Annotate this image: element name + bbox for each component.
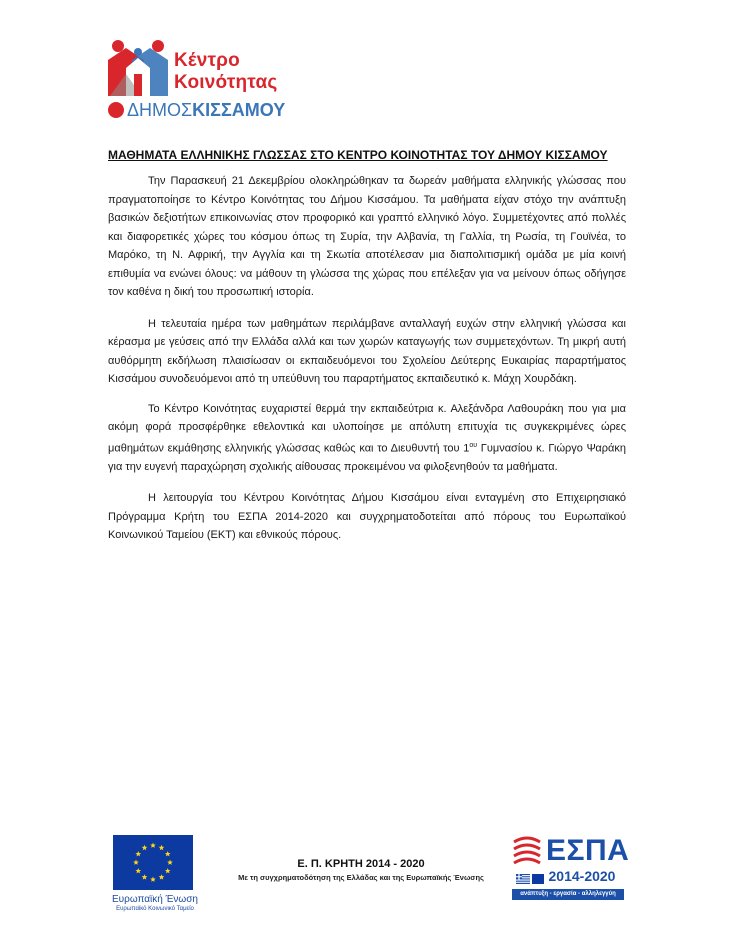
eu-star-icon <box>142 874 148 879</box>
eu-flag-icon <box>113 835 193 890</box>
eu-fund-label: Ευρωπαϊκό Κοινωνικό Ταμείο <box>116 906 194 912</box>
program-title: Ε. Π. ΚΡΗΤΗ 2014 - 2020 <box>297 858 425 870</box>
espa-stripes-icon <box>512 834 542 874</box>
eu-star-icon <box>135 851 141 856</box>
document-title: ΜΑΘΗΜΑΤΑ ΕΛΛΗΝΙΚΗΣ ΓΛΩΣΣΑΣ ΣΤΟ ΚΕΝΤΡΟ ΚΟΙΝΟΤΗΤΑΣ ΤΟΥ ΔΗΜΟΥ ΚΙΣΣΑΜΟΥ <box>108 148 608 162</box>
community-center-logo <box>106 38 296 124</box>
eu-star-icon <box>150 843 156 848</box>
logo-line2: Κοινότητας <box>174 72 278 93</box>
paragraph-1: Την Παρασκευή 21 Δεκεμβρίου ολοκληρώθηκαν τα δωρεάν μαθήματα ελληνικής γλώσσας που πραγματοποίησε το Κέντρο Κοινότητας του Δήμου Κισσάμου. Τα μαθήματα είχαν στόχο την ανάπτυξη βασικών δεξιοτήτων επικοινωνίας στον προφορικό και γραπτό ελληνικό λόγο. Συμμετέχοντες από πολλές και διαφορετικές χώρες του κόσμου όπως τη Συρία, την Αλβανία, τη Γαλλία, τη Ρωσία, τη Γουϊνέα, το Μαρόκο, τη Ν. Αφρική, την Αγγλία και τη Σκωτία αποτέλεσαν μια διαπολιτισμική ομάδα με μία κοινή επιθυμία να ενώνει όλους: να μάθουν τη γλώσσα της χώρας που επέλεξαν για να μείνουν όπως οδήγησε τον καθένα η δική του προσωπική ιστορία. <box>108 175 626 298</box>
paragraph-3-part-b: Γυμνασίου κ. Γιώργο Ψαράκη για την ευγενή παραχώρηση σχολικής αίθουσας προκειμένου να φιλοξενηθούν τα μαθήματα. <box>108 442 626 473</box>
paragraph-4: Η λειτουργία του Κέντρου Κοινότητας Δήμου Κισσάμου είναι ενταγμένη στο Επιχειρησιακό Πρόγραμμα Κρήτη του ΕΣΠΑ 2014-2020 και συγχρηματοδοτείται από πόρους του Ευρωπαϊκού Κοινωνικού Ταμείου (ΕΚΤ) και εθνικούς πόρους. <box>108 492 626 542</box>
eu-star-icon <box>133 860 139 865</box>
eu-label: Ευρωπαϊκή Ένωση <box>112 894 198 905</box>
eu-star-icon <box>167 860 173 865</box>
program-subtitle: Με τη συγχρηματοδότηση της Ελλάδας και της Ευρωπαϊκής Ένωσης <box>238 873 484 882</box>
ordinal-superscript: ου <box>469 441 478 449</box>
eu-caption <box>107 894 203 912</box>
eu-star-icon <box>150 877 156 882</box>
municipality-label <box>108 100 285 121</box>
espa-slogan: ανάπτυξη - εργασία - αλληλεγγύη <box>512 889 624 900</box>
eu-star-icon <box>159 874 165 879</box>
espa-years: 2014-2020 <box>548 868 616 884</box>
greek-flag-icon <box>516 874 530 884</box>
people-house-icon <box>106 38 170 100</box>
funding-footer <box>0 828 734 938</box>
eu-star-icon <box>165 851 171 856</box>
eu-star-icon <box>165 868 171 873</box>
municipality-emblem-icon <box>108 102 124 118</box>
paragraph-3-part-a: Το Κέντρο Κοινότητας ευχαριστεί θερμά την εκπαιδεύτρια κ. Αλεξάνδρα Λαθουράκη που για μια ακόμη φορά προσφέρθηκε εθελοντικά και υλοποίησε με απόλυτη επιτυχία τις συγκεκριμένες ώρες μαθημάτων εκμάθησης ελληνικής γλώσσας καθώς και το Διευθυντή του 1 <box>108 402 626 455</box>
eu-star-icon <box>142 845 148 850</box>
logo-line1: Κέντρο <box>174 50 240 71</box>
eu-star-icon <box>159 845 165 850</box>
espa-logo <box>512 828 630 908</box>
eu-star-icon <box>135 868 141 873</box>
municipality-name: ΚΙΣΣΑΜΟΥ <box>192 100 286 120</box>
espa-word: ΕΣΠΑ <box>546 834 630 867</box>
municipality-prefix: ΔΗΜΟΣ <box>127 100 193 120</box>
paragraph-3 <box>108 400 626 477</box>
document-body <box>108 172 626 558</box>
paragraph-2: Η τελευταία ημέρα των μαθημάτων περιλάμβανε ανταλλαγή ευχών στην ελληνική γλώσσα και κέρασμα με γεύσεις από την Ελλάδα αλλά και των χωρών καταγωγής των συμμετεχόντων. Τη μικρή αυτή αυθόρμητη εκδήλωση πλαισίωσαν οι εκπαιδευόμενοι του Σχολείου Δεύτερης Ευκαιρίας παραρτήματος Κισσάμου συνοδευόμενοι από τη υπεύθυνη του παραρτήματος εκπαιδευτικό κ. Μάχη Χουρδάκη. <box>108 317 626 385</box>
